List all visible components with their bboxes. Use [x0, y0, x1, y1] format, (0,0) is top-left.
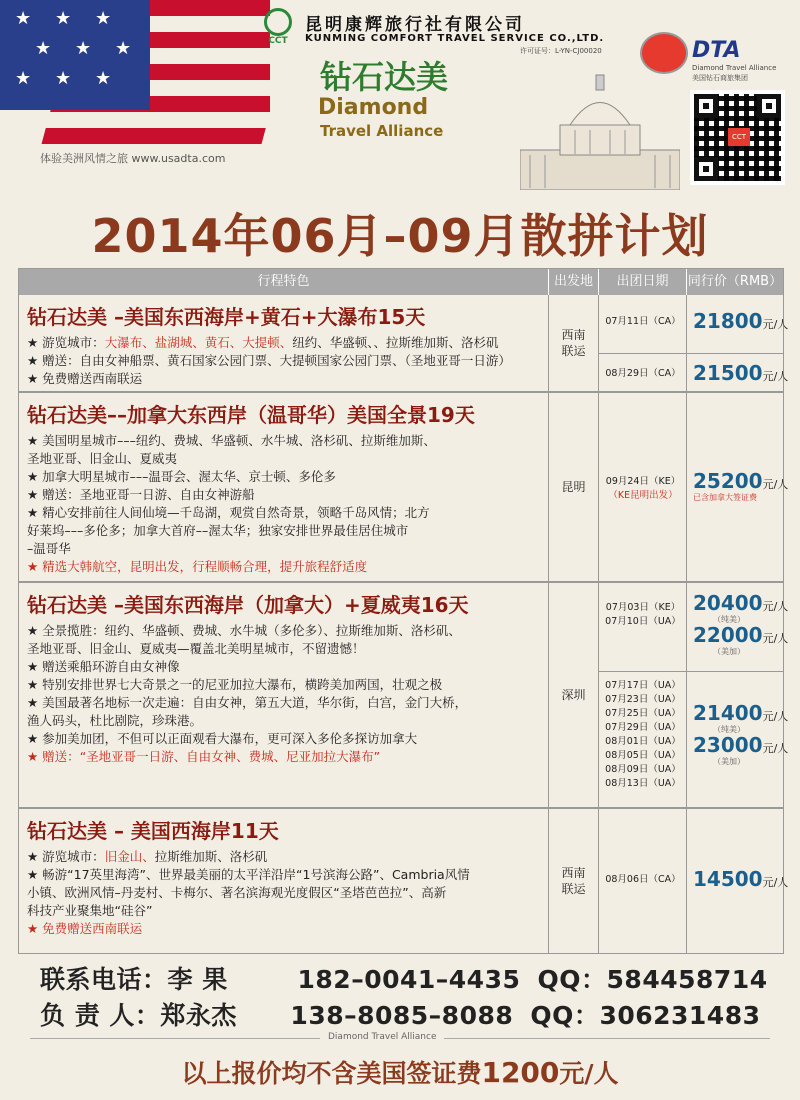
tour-feature: ★ 赠送：自由女神船票、黄石国家公园门票、大提顿国家公园门票、（圣地亚哥一日游）	[27, 353, 511, 368]
capitol-building-graphic	[520, 70, 680, 190]
tour-title: 钻石达美––加拿大东西岸（温哥华）美国全景19天	[27, 403, 475, 427]
tour-feature: ★ 全景揽胜：纽约、华盛顿、费城、水牛城（多伦多）、拉斯维加斯、洛杉矶、	[27, 623, 461, 638]
qr-code[interactable]	[690, 90, 785, 185]
price: 14500元/人	[693, 867, 789, 891]
departure-date: 08月29日（CA）	[605, 368, 681, 379]
contact-row: 联系电话：李 果 182–0041–4435 QQ：584458714	[40, 965, 768, 994]
tagline: 体验美洲风情之旅 www.usadta.com	[40, 152, 226, 165]
departure-date: 07月11日（CA）	[605, 316, 681, 327]
dta-logo: DTA Diamond Travel Alliance 美国钻石商旅集团	[640, 22, 780, 82]
price: 21800元/人	[693, 309, 789, 333]
departure-date: 07月29日（UA）	[605, 722, 681, 733]
tour-title: 钻石达美 – 美国西海岸11天	[27, 819, 279, 843]
tour-section	[19, 583, 789, 809]
tour-feature: 圣地亚哥、旧金山、夏威夷—覆盖北美明星城市，不留遗憾！	[27, 641, 365, 656]
tour-section	[19, 809, 789, 953]
price: 23000元/人 （美加）	[693, 733, 789, 766]
departure-note: （KE昆明出发）	[608, 490, 678, 501]
header-price: 同行价（RMB）	[687, 274, 783, 289]
tour-schedule-table	[18, 268, 789, 954]
visa-fee-note: 以上报价均不含美国签证费1200元/人	[181, 1056, 619, 1089]
header	[0, 0, 800, 200]
tour-feature: ★ 美国最著名地标一次走遍：自由女神，第五大道，华尔街，白宫，金门大桥，	[27, 695, 468, 710]
price: 20400元/人 （纯美）	[693, 591, 789, 624]
header-date: 出团日期	[599, 269, 687, 295]
price: 22000元/人 （美加）	[693, 623, 789, 656]
us-flag-graphic: ★ ★ ★ ★ ★ ★ ★ ★ ★	[0, 0, 270, 150]
tour-feature: ★ 参加美加团，不但可以正面观看大瀑布，更可深入多伦多探访加拿大	[27, 731, 418, 746]
departure-date: 07月23日（UA）	[605, 694, 681, 705]
dta-logo-icon	[640, 32, 688, 74]
header-departure: 出发地	[549, 269, 599, 295]
tour-feature: ★ 赠送乘船环游自由女神像	[27, 659, 180, 674]
departure-city: 西南联运	[549, 295, 599, 391]
departure-date: 07月10日（UA）	[605, 616, 681, 627]
tour-feature-highlight: ★ 赠送：“圣地亚哥一日游、自由女神、费城、尼亚加拉大瀑布”	[27, 749, 381, 764]
company-name-cn: 昆明康辉旅行社有限公司	[305, 15, 525, 35]
brand-name-en-2: Travel Alliance	[320, 122, 444, 140]
tour-feature: ★ 特别安排世界七大奇景之一的尼亚加拉大瀑布，横跨美加两国，壮观之极	[27, 677, 443, 692]
departure-date: 07月25日（UA）	[605, 708, 681, 719]
qr-center-badge: CCT	[728, 128, 750, 146]
tour-feature: 好莱坞–––多伦多；加拿大首府––渥太华；独家安排世界最佳居住城市	[27, 523, 409, 538]
tour-feature-highlight: ★ 精选大韩航空，昆明出发，行程顺畅合理，提升旅程舒适度	[27, 559, 368, 574]
price: 25200元/人 已含加拿大签证费	[693, 469, 789, 502]
tour-feature: ★ 游览城市：旧金山、拉斯维加斯、洛杉矶	[27, 849, 268, 864]
departure-date: 08月13日（UA）	[605, 778, 681, 789]
contact-row: 负 责 人：郑永杰 138–8085–8088 QQ：306231483	[40, 1001, 761, 1030]
tour-feature: 渔人码头，杜比剧院，珍珠港。	[27, 713, 203, 728]
tour-feature: ★ 美国明星城市–––纽约、费城、华盛顿、水牛城、洛杉矶、拉斯维加斯、	[27, 433, 436, 448]
departure-date: 08月09日（UA）	[605, 764, 681, 775]
tour-feature: –温哥华	[27, 541, 71, 556]
departure-city: 昆明	[549, 393, 599, 581]
tour-feature: 科技产业聚集地“硅谷”	[27, 903, 153, 918]
tour-feature: 圣地亚哥、旧金山、夏威夷	[27, 451, 178, 466]
tour-section	[19, 295, 789, 393]
tour-feature: ★ 畅游“17英里海湾”、世界最美丽的太平洋沿岸“1号滨海公路”、Cambria风情	[27, 867, 470, 882]
tour-feature: ★ 免费赠送西南联运	[27, 371, 143, 386]
license-number: 许可证号：L-YN-CJ00020	[520, 47, 602, 55]
tour-section	[19, 393, 789, 583]
tour-title: 钻石达美 –美国东西海岸+黄石+大瀑布15天	[27, 305, 426, 329]
departure-date: 08月05日（UA）	[605, 750, 681, 761]
tour-title: 钻石达美 –美国东西海岸（加拿大）+夏威夷16天	[27, 593, 469, 617]
flower-icon	[264, 8, 292, 36]
departure-city: 深圳	[549, 583, 599, 807]
page-title: 2014年06月–09月散拼计划	[91, 209, 709, 263]
tour-feature: ★ 游览城市：大瀑布、盐湖城、黄石、大提顿、纽约、华盛顿、、拉斯维加斯、洛杉矶	[27, 335, 499, 350]
table-header	[19, 269, 783, 295]
brand-name-en-1: Diamond	[318, 95, 429, 120]
price: 21400元/人 （纯美）	[693, 701, 789, 734]
footer-brand: Diamond Travel Alliance	[320, 1032, 444, 1042]
departure-date: 09月24日（KE）	[605, 476, 681, 487]
brand-name-cn: 钻石达美	[320, 58, 449, 96]
departure-date: 07月17日（UA）	[605, 680, 681, 691]
tour-feature: ★ 加拿大明星城市–––温哥会、渥太华、京士顿、多伦多	[27, 469, 336, 484]
departure-date: 08月01日（UA）	[605, 736, 681, 747]
departure-date: 08月06日（CA）	[605, 874, 681, 885]
price: 21500元/人	[693, 361, 789, 385]
header-desc: 行程特色	[19, 269, 549, 295]
cct-logo: CCT	[258, 8, 298, 50]
tour-feature-highlight: ★ 免费赠送西南联运	[27, 921, 143, 936]
tour-feature: ★ 赠送：圣地亚哥一日游、自由女神游船	[27, 487, 255, 502]
departure-date: 07月03日（KE）	[605, 602, 681, 613]
tour-feature: 小镇、欧洲风情–丹麦村、卡梅尔、著名滨海观光度假区“圣塔芭芭拉”、高新	[27, 885, 447, 900]
tour-feature: ★ 精心安排前往人间仙境—千岛湖，观赏自然奇景，领略千岛风情；北方	[27, 505, 430, 520]
departure-city: 西南联运	[549, 809, 599, 953]
company-name-en: KUNMING COMFORT TRAVEL SERVICE CO.,LTD.	[305, 33, 605, 44]
